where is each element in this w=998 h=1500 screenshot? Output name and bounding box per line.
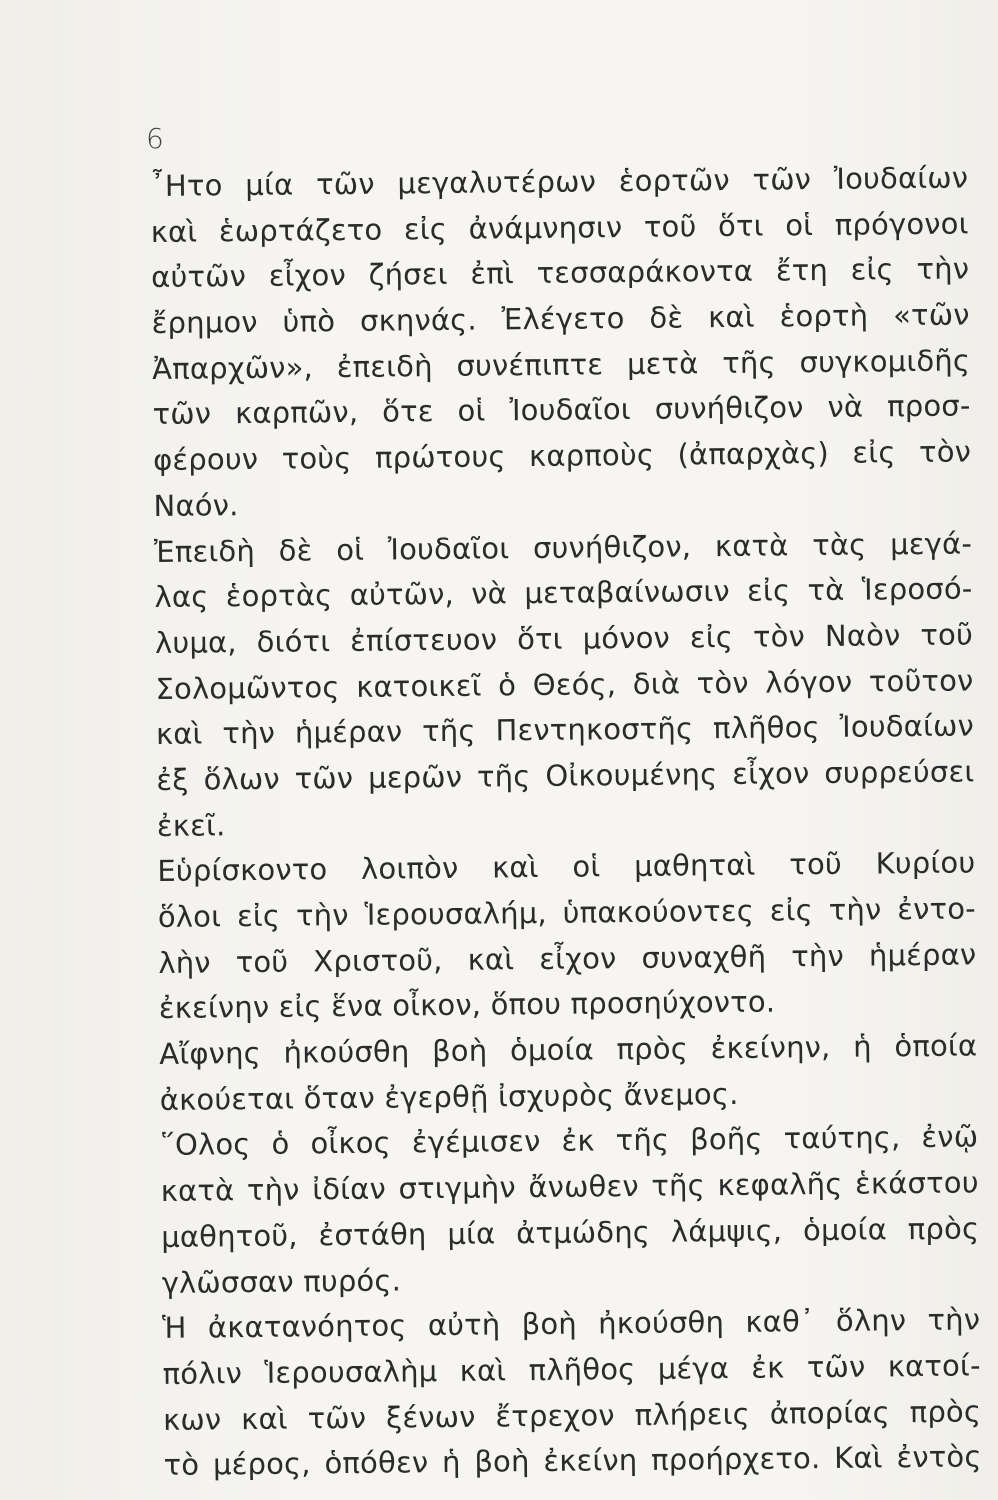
text-line: ῞Ολος ὁ οἶκος ἐγέμισεν ἐκ τῆς βοῆς ταύτης, ἐνῷ [160, 1119, 979, 1163]
text-line: κατὰ τὴν ἰδίαν στιγμὴν ἄνωθεν τῆς κεφαλῆς ἑκάστου [160, 1165, 979, 1209]
text-line: Αἴφνης ἠκούσθη βοὴ ὁμοία πρὸς ἐκείνην, ἡ ὁποία [159, 1028, 978, 1072]
text-line: ἀκούεται ὅταν ἐγερθῇ ἰσχυρὸς ἄνεμος. [159, 1076, 739, 1117]
text-line: γλῶσσαν πυρός. [161, 1262, 402, 1300]
text-line: ἐκείνην εἰς ἕνα οἶκον, ὅπου προσηύχοντο. [158, 984, 776, 1026]
text-line: πόλιν Ἱερουσαλὴμ καὶ πλῆθος μέγα ἐκ τῶν κατοί- [162, 1348, 981, 1391]
body-text [150, 155, 982, 1488]
text-line: ἐκεῖ. [156, 807, 226, 843]
text-line: τῶν καρπῶν, ὅτε οἱ Ἰουδαῖοι συνήθιζον νὰ προσ- [152, 388, 971, 432]
text-line: ὅλοι εἰς τὴν Ἱερουσαλήμ, ὑπακούοντες εἰς τὴν ἐντο- [157, 891, 977, 934]
text-line: ἔρημον ὑπὸ σκηνάς. Ἐλέγετο δὲ καὶ ἑορτὴ «τῶν [151, 297, 970, 341]
text-line: μαθητοῦ, ἐστάθη μία ἀτμώδης λάμψις, ὁμοία πρὸς [161, 1211, 980, 1254]
text-line: τὸ μέρος, ὁπόθεν ἡ βοὴ ἐκείνη προήρχετο. Καὶ ἐντὸς [163, 1439, 982, 1483]
text-line: Σολομῶντος κατοικεῖ ὁ Θεός, διὰ τὸν λόγον τοῦτον [155, 662, 974, 706]
text-line: ῏Ητο μία τῶν μεγαλυτέρων ἑορτῶν τῶν Ἰουδαίων [150, 160, 969, 203]
text-line: Ναόν. [153, 487, 239, 523]
text-line: Εὑρίσκοντο λοιπὸν καὶ οἱ μαθηταὶ τοῦ Κυρίου [157, 845, 976, 889]
text-line: καὶ ἑωρτάζετο εἰς ἀνάμνησιν τοῦ ὅτι οἱ πρόγονοι [150, 206, 969, 249]
text-line: κων καὶ τῶν ξένων ἔτρεχον πλήρεις ἀπορίας πρὸς [162, 1393, 982, 1437]
text-line: αὐτῶν εἶχον ζήσει ἐπὶ τεσσαράκοντα ἔτη εἰς τὴν [151, 251, 970, 295]
text-line: λυμα, διότι ἐπίστευον ὅτι μόνον εἰς τὸν Ναὸν τοῦ [154, 617, 974, 660]
text-line: Ἀπαρχῶν», ἐπειδὴ συνέπιπτε μετὰ τῆς συγκομιδῆς [151, 343, 971, 386]
text-line: Ἡ ἀκατανόητος αὐτὴ βοὴ ἠκούσθη καθ᾿ ὅλην τὴν [162, 1302, 981, 1346]
page-number: 6 [146, 122, 164, 155]
text-line: λας ἑορτὰς αὐτῶν, νὰ μεταβαίνωσιν εἰς τὰ Ἱεροσό- [154, 571, 973, 615]
text-line: λὴν τοῦ Χριστοῦ, καὶ εἶχον συναχθῆ τὴν ἡμέραν [158, 937, 977, 980]
text-line: Ἐπειδὴ δὲ οἱ Ἰουδαῖοι συνήθιζον, κατὰ τὰς μεγά- [153, 525, 973, 569]
text-line: καὶ τὴν ἡμέραν τῆς Πεντηκοστῆς πλῆθος Ἰουδαίων [155, 708, 975, 752]
text-line: φέρουν τοὺς πρώτους καρποὺς (ἀπαρχὰς) εἰς τὸν [152, 434, 972, 478]
text-line: ἐξ ὅλων τῶν μερῶν τῆς Οἰκουμένης εἶχον συρρεύσει [156, 754, 975, 797]
